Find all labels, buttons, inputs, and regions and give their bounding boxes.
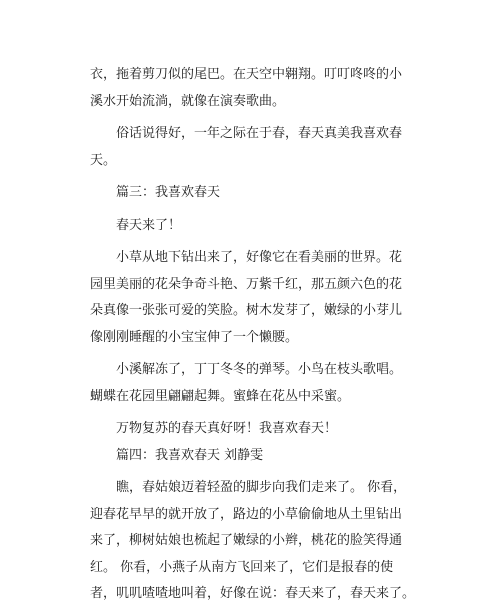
text-line: 迎春花早早的就开放了，路边的小草偷偷地从土里钻出 — [90, 506, 403, 522]
text-line: 瞧，春姑娘迈着轻盈的脚步向我们走来了。 你看， — [116, 480, 407, 495]
text-line: 万物复苏的春天真好呀！我喜欢春天！ — [116, 421, 338, 436]
text-line: 春天来了！ — [116, 217, 182, 233]
text-line: 俗话说得好，一年之际在于春，春天真美我喜欢春 — [116, 126, 403, 141]
text-line: 红。 你看，小燕子从南方飞回来了，它们是报春的使 — [90, 559, 394, 575]
text-line: 像刚刚睡醒的小宝宝伸了一个懒腰。 — [90, 329, 299, 345]
text-line: 衣，拖着剪刀似的尾巴。在天空中翱翔。叮叮咚咚的小 — [90, 67, 403, 82]
text-line: 蝴蝶在花园里翩翩起舞。蜜蜂在花丛中采蜜。 — [90, 388, 351, 404]
text-line: 者，叽叽喳喳地叫着，好像在说：春天来了，春天来了。 — [90, 586, 416, 601]
article-body — [90, 62, 424, 608]
text-line: 小溪解冻了，丁丁冬冬的弹琴。小鸟在枝头歌唱。 — [116, 362, 403, 377]
text-line: 篇四：我喜欢春天 刘静雯 — [116, 447, 264, 463]
text-line: 篇三：我喜欢春天 — [116, 185, 221, 200]
text-line: 园里美丽的花朵争奇斗艳、万紫千红，那五颜六色的花 — [90, 276, 403, 292]
text-line: 天。 — [90, 152, 117, 168]
text-line: 小草从地下钻出来了，好像它在看美丽的世界。花 — [116, 250, 403, 265]
text-line: 朵真像一张张可爱的笑脸。树木发芽了，嫩绿的小芽儿 — [90, 303, 403, 318]
text-line: 来了，柳树姑娘也梳起了嫩绿的小辫，桃花的脸笑得通 — [90, 533, 403, 548]
text-line: 溪水开始流淌，就像在演奏歌曲。 — [90, 93, 286, 109]
